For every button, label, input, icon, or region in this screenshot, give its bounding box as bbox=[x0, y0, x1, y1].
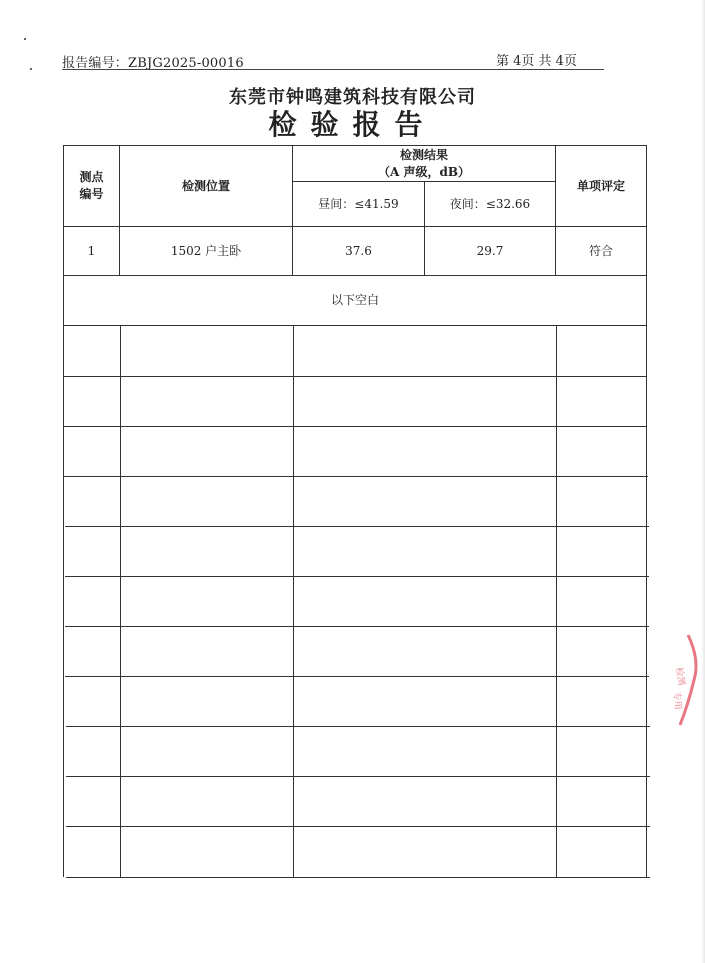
row-line bbox=[65, 676, 649, 677]
header-point-no: 测点 编号 bbox=[79, 170, 104, 201]
row-location: 1502 户主卧 bbox=[170, 243, 242, 258]
row-line bbox=[65, 626, 649, 627]
scan-speck bbox=[24, 38, 26, 40]
row-evaluation: 符合 bbox=[588, 243, 613, 258]
row-line bbox=[64, 376, 647, 377]
row-night-value: 29.7 bbox=[476, 243, 504, 258]
row-day-value: 37.6 bbox=[345, 243, 372, 258]
col-divider bbox=[120, 325, 121, 877]
header-day-limit: 昼间：≤41.59 bbox=[318, 196, 399, 211]
row-line bbox=[65, 526, 649, 527]
row-line bbox=[66, 776, 650, 777]
row-line bbox=[65, 576, 649, 577]
svg-text:专用: 专用 bbox=[671, 691, 683, 711]
row-line bbox=[63, 325, 646, 326]
scan-speck bbox=[30, 68, 32, 70]
scan-edge bbox=[701, 0, 705, 963]
table-border-right bbox=[646, 145, 647, 877]
col-divider bbox=[293, 325, 294, 877]
header-result: 检测结果 （A 声级，dB） bbox=[377, 147, 471, 179]
report-number: 报告编号：ZBJG2025-00016 bbox=[62, 56, 244, 71]
page-info: 第 4页 共 4页 bbox=[496, 54, 577, 69]
blank-note: 以下空白 bbox=[330, 293, 379, 307]
table-border-bottom bbox=[66, 877, 650, 878]
row-line bbox=[64, 476, 648, 477]
row-line bbox=[64, 426, 647, 427]
seal-stamp-icon bbox=[670, 630, 705, 730]
row-point-no: 1 bbox=[87, 243, 96, 258]
row-line bbox=[66, 726, 650, 727]
header-evaluation: 单项评定 bbox=[576, 178, 625, 193]
header-divider bbox=[62, 69, 604, 70]
header-night-limit: 夜间：≤32.66 bbox=[449, 196, 531, 211]
company-name: 东莞市钟鸣建筑科技有限公司 bbox=[229, 87, 476, 108]
row-line bbox=[66, 826, 650, 827]
report-title: 检验报告 bbox=[268, 108, 437, 141]
header-location: 检测位置 bbox=[181, 178, 230, 193]
svg-text:检测: 检测 bbox=[673, 666, 687, 687]
col-divider bbox=[556, 325, 557, 877]
